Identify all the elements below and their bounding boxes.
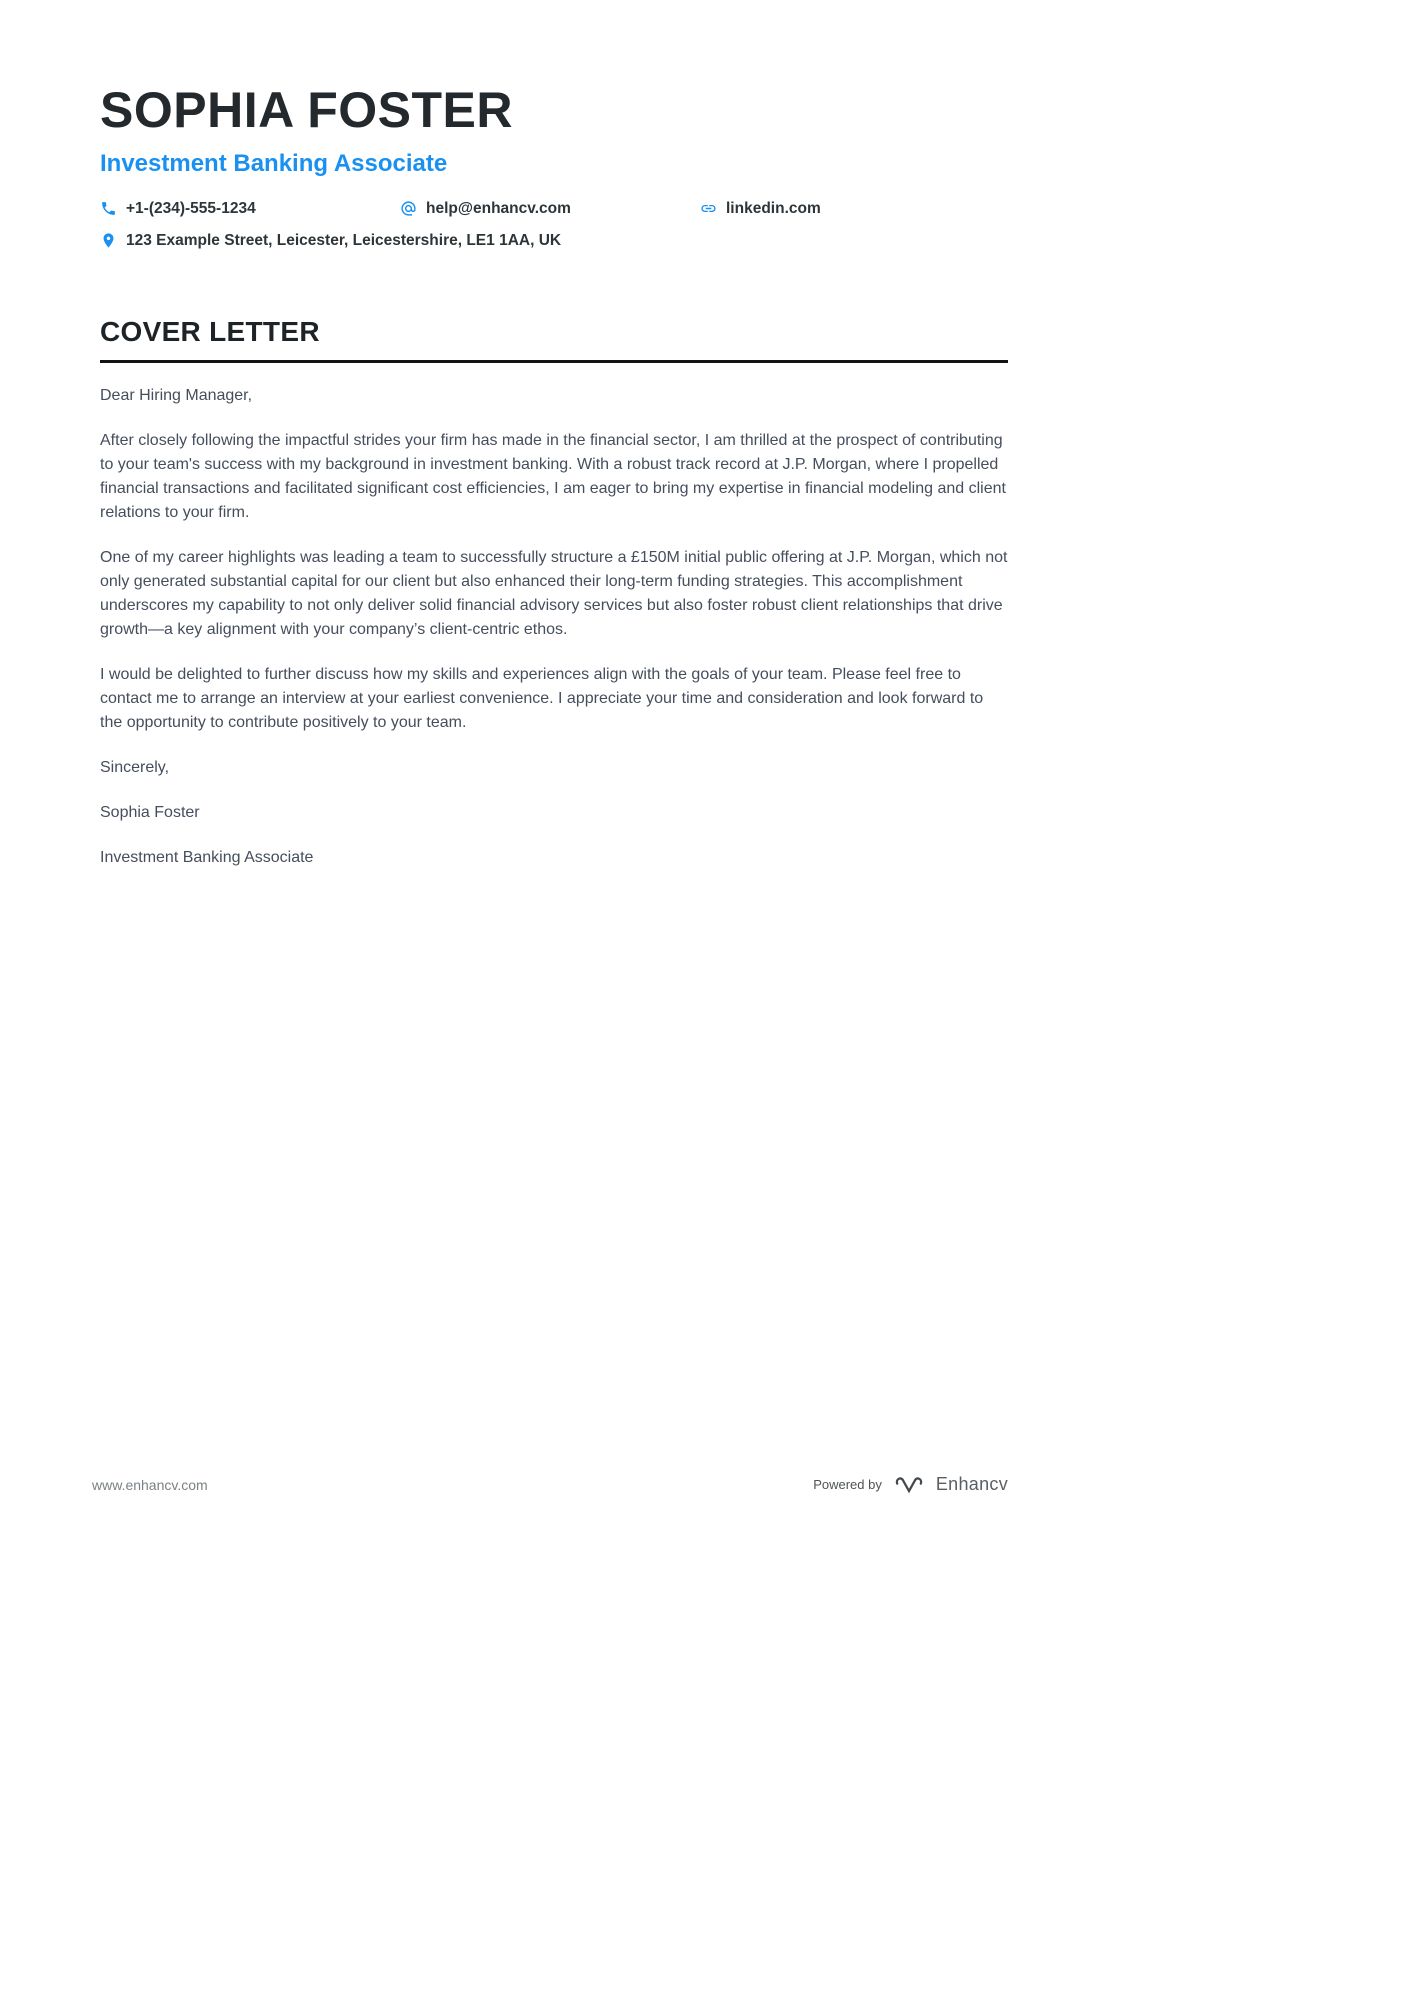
phone-contact[interactable] xyxy=(100,200,400,218)
enhancv-brand-text: Enhancv xyxy=(935,1474,1008,1494)
person-name: SOPHIA FOSTER xyxy=(100,82,514,138)
signature-name: Sophia Foster xyxy=(100,803,200,821)
cover-letter-section xyxy=(100,316,1008,870)
powered-by-label: Powered by xyxy=(813,1477,882,1492)
closing: Sincerely, xyxy=(100,758,170,776)
location-icon xyxy=(100,232,117,249)
linkedin-contact[interactable] xyxy=(700,200,821,218)
salutation: Dear Hiring Manager, xyxy=(100,386,253,404)
document-content xyxy=(100,0,1008,891)
contact-info xyxy=(100,200,1008,250)
powered-by-link[interactable] xyxy=(813,1474,1008,1495)
letter-paragraph: After closely following the impactful strides your firm has made in the financial sector, I am thrilled at the prospect of contributing to your team's success with my background in investment banking. With a robust track record at J.P. Morgan, where I propelled financial transactions and facilitated significant cost efficiencies, I am eager to bring my expertise in financial modeling and client relations to your firm. xyxy=(100,431,1006,521)
header xyxy=(100,84,1008,250)
section-heading: COVER LETTER xyxy=(100,316,1008,363)
at-icon xyxy=(400,200,417,217)
enhancv-logo-icon xyxy=(893,1474,925,1495)
letter-body xyxy=(100,384,1008,870)
letter-paragraph: One of my career highlights was leading a team to successfully structure a £150M initial public offering at J.P. Morgan, which not only generated substantial capital for our client but also enhanced their long-term funding strategies. This accomplishment underscores my capability to not only deliver solid financial advisory services but also foster robust client relationships that drive growth—a key alignment with your company’s client-centric ethos. xyxy=(100,548,1008,638)
job-title: Investment Banking Associate xyxy=(100,149,448,177)
phone-number: +1-(234)-555-1234 xyxy=(126,199,256,217)
page-footer xyxy=(92,1474,1008,1495)
phone-icon xyxy=(100,200,117,217)
email-contact[interactable] xyxy=(400,200,700,218)
link-icon xyxy=(700,200,717,217)
address-text: 123 Example Street, Leicester, Leicestershire, LE1 1AA, UK xyxy=(126,231,562,249)
contact-row-secondary xyxy=(100,232,1008,250)
linkedin-url: linkedin.com xyxy=(726,199,821,217)
email-address: help@enhancv.com xyxy=(426,199,571,217)
contact-row-primary xyxy=(100,200,1008,218)
address-contact xyxy=(100,232,561,250)
signature-title: Investment Banking Associate xyxy=(100,848,314,866)
footer-website-link[interactable]: www.enhancv.com xyxy=(92,1476,208,1493)
letter-paragraph: I would be delighted to further discuss how my skills and experiences align with the goals of your team. Please feel free to contact me to arrange an interview at your earliest convenience. I appreciate your time and consideration and look forward to the opportunity to contribute positively to your team. xyxy=(100,665,984,731)
